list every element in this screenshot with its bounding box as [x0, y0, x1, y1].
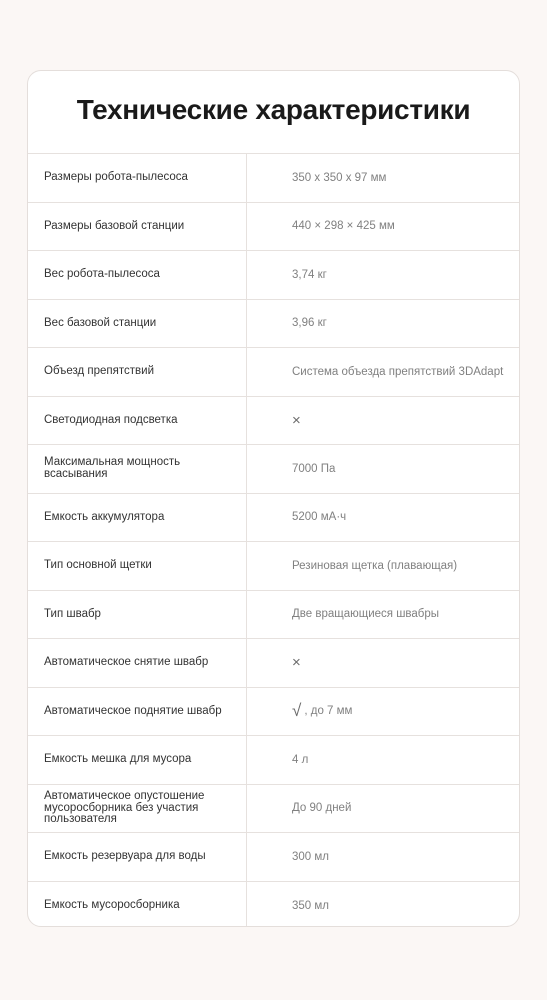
- table-row: [28, 736, 519, 785]
- spec-value: 3,74 кг: [292, 268, 327, 281]
- table-row: [28, 785, 519, 834]
- spec-value: 350 мл: [292, 899, 329, 912]
- spec-label: Автоматическое снятие швабр: [28, 639, 247, 687]
- table-row: [28, 251, 519, 300]
- spec-value: 440 × 298 × 425 мм: [292, 220, 395, 233]
- spec-value: 4 л: [292, 753, 309, 766]
- table-row: [28, 542, 519, 591]
- table-row: [28, 445, 519, 494]
- spec-label: Тип основной щетки: [28, 542, 247, 590]
- spec-label: Размеры робота-пылесоса: [28, 154, 247, 202]
- spec-value: 3,96 кг: [292, 317, 327, 330]
- cross-icon: ×: [292, 411, 301, 429]
- spec-label: Автоматическое поднятие швабр: [28, 688, 247, 736]
- spec-label: Автоматическое опустошение мусоросборника без участия пользователя: [28, 785, 247, 833]
- spec-value: До 90 дней: [292, 802, 352, 815]
- table-row: [28, 688, 519, 737]
- spec-label: Емкость мусоросборника: [28, 882, 247, 928]
- table-row: [28, 348, 519, 397]
- spec-value: , до 7 мм: [304, 705, 353, 718]
- spec-label: Емкость мешка для мусора: [28, 736, 247, 784]
- table-row: [28, 397, 519, 446]
- spec-label: Размеры базовой станции: [28, 203, 247, 251]
- spec-value: Резиновая щетка (плавающая): [292, 559, 458, 572]
- spec-value: 350 x 350 x 97 мм: [292, 171, 387, 184]
- table-row: [28, 203, 519, 252]
- table-row: [28, 494, 519, 543]
- spec-label: Вес базовой станции: [28, 300, 247, 348]
- table-row: [28, 639, 519, 688]
- table-row: [28, 882, 519, 928]
- spec-value: 300 мл: [292, 850, 329, 863]
- cross-icon: ×: [292, 654, 301, 672]
- table-row: [28, 833, 519, 882]
- spec-label: Емкость аккумулятора: [28, 494, 247, 542]
- specs-card: [27, 70, 520, 927]
- table-row: [28, 154, 519, 203]
- table-row: [28, 591, 519, 640]
- spec-value: Система объезда препятствий 3DAdapt: [292, 365, 504, 378]
- specs-table: [28, 153, 519, 927]
- check-icon: √: [292, 701, 302, 721]
- spec-value: Две вращающиеся швабры: [292, 608, 440, 621]
- spec-label: Вес робота-пылесоса: [28, 251, 247, 299]
- page-title: Технические характеристики: [76, 94, 471, 125]
- spec-value: 7000 Па: [292, 462, 336, 475]
- spec-label: Светодиодная подсветка: [28, 397, 247, 445]
- spec-value: 5200 мА·ч: [292, 511, 347, 524]
- table-row: [28, 300, 519, 349]
- spec-label: Максимальная мощность всасывания: [28, 445, 247, 493]
- spec-label: Тип швабр: [28, 591, 247, 639]
- spec-label: Емкость резервуара для воды: [28, 833, 247, 881]
- spec-label: Объезд препятствий: [28, 348, 247, 396]
